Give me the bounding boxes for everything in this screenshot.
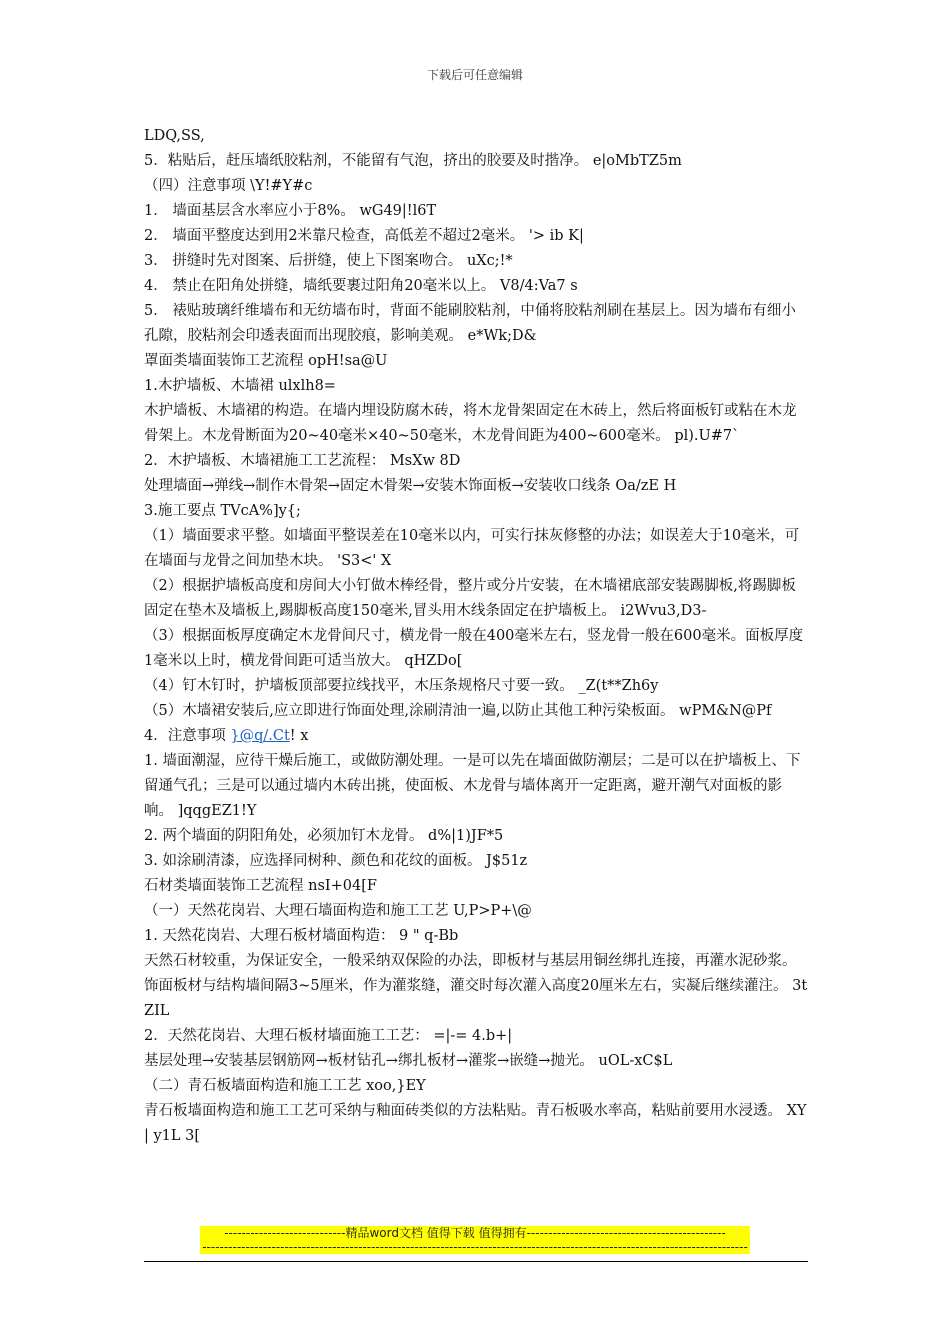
- banner-line: ------------------------------------------------------------------------------------------------------------------------------: [202, 1240, 748, 1254]
- subsection-heading: （一）天然花岗岩、大理石墙面构造和施工工艺 U,P>P+\@: [144, 903, 532, 919]
- text-paragraph: （5）木墙裙安装后,应立即进行饰面处理,涂刷清油一遍,以防止其他工种污染板面。 wPM&N@Pf: [144, 703, 772, 719]
- notes-heading-suffix: ! x: [289, 728, 309, 744]
- text-line: 3. 如涂刷清漆，应选择同树种、颜色和花纹的面板。 J$51z: [144, 853, 528, 869]
- text-line: LDQ,SS,: [144, 128, 205, 144]
- text-line: （四）注意事项 \Y!#Y#c: [144, 178, 313, 194]
- text-line: （4）钉木钉时，护墙板顶部要拉线找平，木压条规格尺寸要一致。 _Z(t**Zh6y: [144, 678, 659, 694]
- text-line: 处理墙面→弹线→制作木骨架→固定木骨架→安装木饰面板→安装收口线条 Oa/zE H: [144, 478, 677, 494]
- page-header: 下载后可任意编辑: [426, 68, 523, 82]
- text-line: 1. 天然花岗岩、大理石板材墙面构造： 9 " q-Bb: [144, 928, 459, 944]
- footer-divider: [144, 1261, 808, 1262]
- notes-link[interactable]: }@q/.Ct: [230, 728, 290, 744]
- notes-heading: [144, 724, 808, 749]
- text-paragraph: 5． 裱贴玻璃纤维墙布和无纺墙布时，背面不能刷胶粘剂，中俑将胶粘剂刷在基层上。因为墙布有细小孔隙，胶粘剂会印透表面而出现胶痕，影响美观。 e*Wk;D&: [144, 303, 796, 344]
- document-body: [144, 124, 808, 1149]
- text-line: 基层处理→安装基层钢筋网→板材钻孔→绑扎板材→灌浆→嵌缝→抛光。 uOL-xC$L: [144, 1053, 673, 1069]
- text-line: 2. 两个墙面的阴阳角处，必须加钉木龙骨。 d%|1)JF*5: [144, 828, 504, 844]
- text-paragraph: 青石板墙面构造和施工工艺可采纳与釉面砖类似的方法粘贴。青石板吸水率高，粘贴前要用水浸透。 XY| y1L 3[: [144, 1103, 807, 1144]
- section-heading: 罩面类墙面装饰工艺流程 opH!sa@U: [144, 353, 388, 369]
- section-heading: 石材类墙面装饰工艺流程 nsI+04[F: [144, 878, 377, 894]
- text-paragraph: （1）墙面要求平整。如墙面平整误差在10毫米以内，可实行抹灰修整的办法；如误差大于10毫米，可在墙面与龙骨之间加垫木块。 'S3<' X: [144, 528, 800, 569]
- text-line: 1． 墙面基层含水率应小于8%。 wG49|!l6T: [144, 203, 437, 219]
- text-line: 4． 禁止在阳角处拼缝，墙纸要裹过阳角20毫米以上。 V8/4:Va7 s: [144, 278, 578, 294]
- text-line: 3． 拼缝时先对图案、后拼缝，使上下图案吻合。 uXc;!*: [144, 253, 513, 269]
- text-paragraph: 1. 墙面潮湿，应待干燥后施工，或做防潮处理。一是可以先在墙面做防潮层；二是可以在护墙板上、下留通气孔；三是可以通过墙内木砖出挑，使面板、木龙骨与墙体离开一定距离，避开潮气对面板的影响。 ]qqgEZ1!Y: [144, 753, 801, 819]
- text-line: 2． 墙面平整度达到用2米靠尺检查，高低差不超过2毫米。 '> ib K|: [144, 228, 584, 244]
- footer-banner: [200, 1226, 750, 1254]
- text-line: 2．木护墙板、木墙裙施工工艺流程： MsXw 8D: [144, 453, 461, 469]
- text-paragraph: 木护墙板、木墙裙的构造。在墙内埋设防腐木砖，将木龙骨架固定在木砖上，然后将面板钉或粘在木龙骨架上。木龙骨断面为20~40毫米×40~50毫米，木龙骨间距为400~600毫米。 pl).U#7`: [144, 403, 797, 444]
- banner-line: ----------------------------精品word文档 值得下载 值得拥有----------------------------------------------: [224, 1226, 726, 1240]
- text-paragraph: （3）根据面板厚度确定木龙骨间尺寸，横龙骨一般在400毫米左右，竖龙骨一般在600毫米。面板厚度1毫米以上时，横龙骨间距可适当放大。 qHZDo[: [144, 628, 804, 669]
- notes-heading-prefix: 4．注意事项: [144, 728, 231, 744]
- text-line: 5．粘贴后，赶压墙纸胶粘剂，不能留有气泡，挤出的胶要及时揩净。 e|oMbTZ5m: [144, 153, 682, 169]
- text-paragraph: 天然石材较重，为保证安全，一般采纳双保险的办法，即板材与基层用铜丝绑扎连接，再灌水泥砂浆。饰面板材与结构墙间隔3~5厘米，作为灌浆缝，灌交时每次灌入高度20厘米左右，实凝后继续灌注。 3tZIL: [144, 953, 808, 1019]
- text-line: 3.施工要点 TVcA%]y{;: [144, 503, 301, 519]
- subsection-heading: 1.木护墙板、木墙裙 ulxlh8=: [144, 378, 336, 394]
- text-line: 2．天然花岗岩、大理石板材墙面施工工艺： =|-= 4.b+|: [144, 1028, 513, 1044]
- subsection-heading: （二）青石板墙面构造和施工工艺 xoo,}EY: [144, 1078, 426, 1094]
- text-paragraph: （2）根据护墙板高度和房间大小钉做木棒经骨，整片或分片安装，在木墙裙底部安装踢脚板,将踢脚板固定在垫木及墙板上,踢脚板高度150毫米,冒头用木线条固定在护墙板上。 i2Wvu3,D3-: [144, 578, 796, 619]
